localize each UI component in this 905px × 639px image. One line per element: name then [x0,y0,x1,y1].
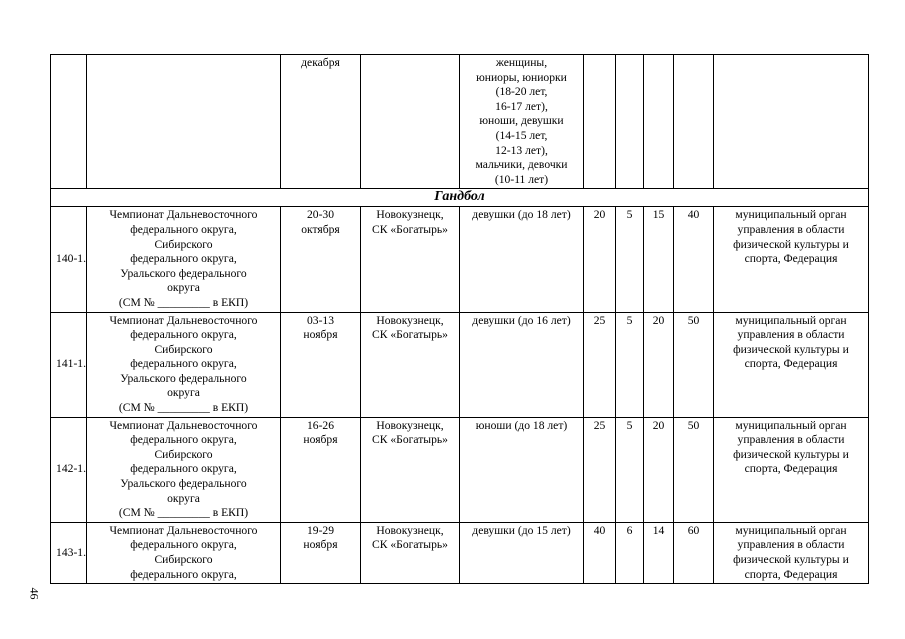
cell-count: 14 [644,522,674,583]
cell-participants: юноши (до 18 лет) [460,417,584,522]
cell-name: Чемпионат Дальневосточного федерального округа, Сибирского федерального округа, Уральского федерального округа (СМ № _________ в ЕКП) [87,417,281,522]
cell-place [361,55,460,189]
cell-count [674,55,714,189]
cell-participants: девушки (до 15 лет) [460,522,584,583]
cell-num: 141-1. [51,312,87,417]
cell-organizer [714,55,869,189]
section-title: Гандбол [51,189,869,207]
cell-place: Новокузнецк, СК «Богатырь» [361,312,460,417]
cell-count: 5 [616,312,644,417]
cell-num [51,55,87,189]
table-row [51,55,869,189]
cell-count: 25 [584,312,616,417]
events-table [50,54,869,584]
cell-organizer: муниципальный орган управления в области физической культуры и спорта, Федерация [714,207,869,312]
cell-date: декабря [281,55,361,189]
cell-count: 40 [584,522,616,583]
cell-participants: женщины, юниоры, юниорки (18-20 лет, 16-17 лет), юноши, девушки (14-15 лет, 12-13 лет), мальчики, девочки (10-11 лет) [460,55,584,189]
cell-place: Новокузнецк, СК «Богатырь» [361,522,460,583]
cell-count [584,55,616,189]
cell-num: 140-1. [51,207,87,312]
cell-date: 20-30 октября [281,207,361,312]
cell-organizer: муниципальный орган управления в области физической культуры и спорта, Федерация [714,417,869,522]
cell-participants: девушки (до 16 лет) [460,312,584,417]
cell-name [87,55,281,189]
cell-name: Чемпионат Дальневосточного федерального округа, Сибирского федерального округа, Уральского федерального округа (СМ № _________ в ЕКП) [87,312,281,417]
cell-num: 143-1. [51,522,87,583]
cell-name: Чемпионат Дальневосточного федерального округа, Сибирского федерального округа, [87,522,281,583]
cell-count: 50 [674,417,714,522]
cell-count: 50 [674,312,714,417]
page-number: 46 [27,587,42,600]
cell-count: 5 [616,417,644,522]
cell-date: 16-26 ноября [281,417,361,522]
table-row [51,522,869,583]
cell-count: 20 [644,417,674,522]
cell-count: 40 [674,207,714,312]
cell-name: Чемпионат Дальневосточного федерального округа, Сибирского федерального округа, Уральского федерального округа (СМ № _________ в ЕКП) [87,207,281,312]
table-row [51,417,869,522]
cell-place: Новокузнецк, СК «Богатырь» [361,417,460,522]
cell-count [644,55,674,189]
table-row [51,312,869,417]
cell-count: 20 [584,207,616,312]
cell-num: 142-1. [51,417,87,522]
cell-participants: девушки (до 18 лет) [460,207,584,312]
table-row [51,207,869,312]
cell-place: Новокузнецк, СК «Богатырь» [361,207,460,312]
cell-count: 6 [616,522,644,583]
cell-count: 20 [644,312,674,417]
cell-count [616,55,644,189]
cell-organizer: муниципальный орган управления в области физической культуры и спорта, Федерация [714,312,869,417]
section-row [51,189,869,207]
cell-count: 60 [674,522,714,583]
cell-date: 03-13 ноября [281,312,361,417]
cell-count: 25 [584,417,616,522]
cell-count: 15 [644,207,674,312]
cell-count: 5 [616,207,644,312]
cell-organizer: муниципальный орган управления в области физической культуры и спорта, Федерация [714,522,869,583]
cell-date: 19-29 ноября [281,522,361,583]
